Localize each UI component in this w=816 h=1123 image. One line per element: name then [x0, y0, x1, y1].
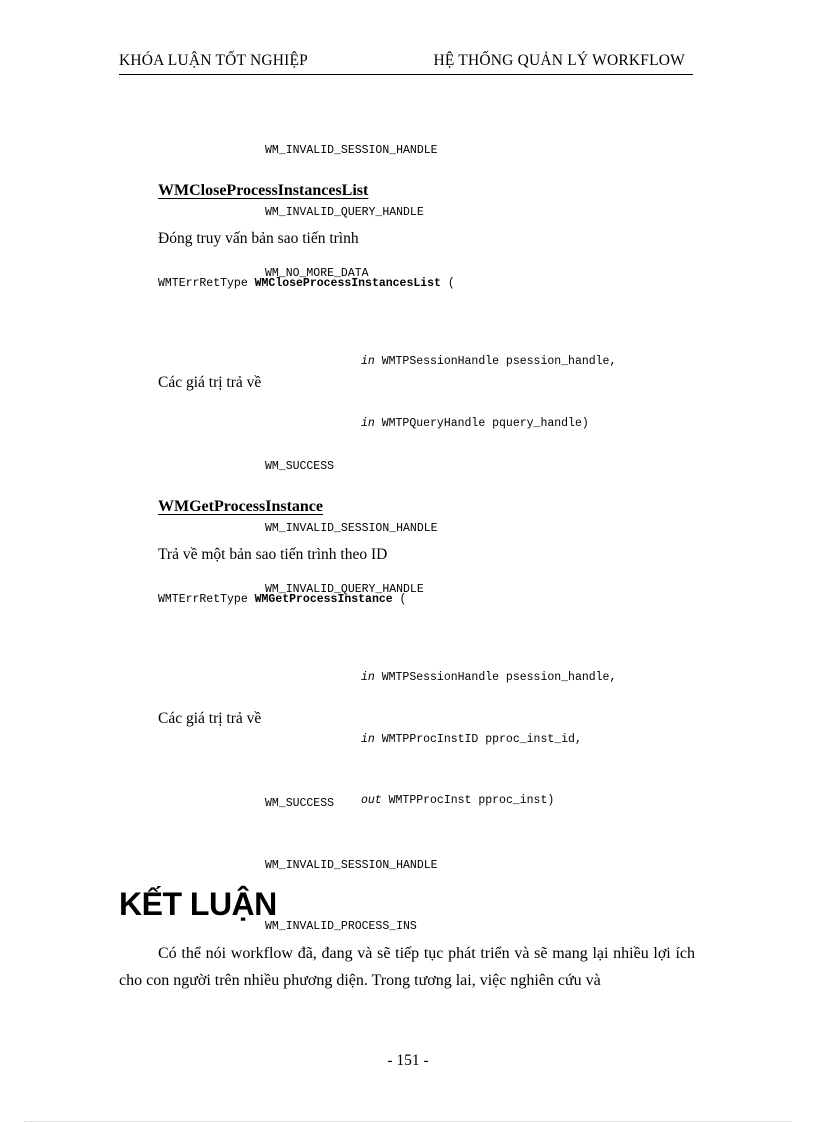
- returns-label-get-instance: Các giá trị trả về: [158, 710, 262, 727]
- return-code: WM_INVALID_SESSION_HANDLE: [265, 144, 438, 157]
- signature-open-paren: (: [440, 277, 455, 290]
- signature-type: WMTErrRetType: [158, 277, 255, 290]
- function-description-close-list: Đóng truy vấn bản sao tiến trình: [158, 230, 359, 247]
- return-code: WM_INVALID_SESSION_HANDLE: [265, 521, 438, 535]
- param-text: WMTPProcInst pproc_inst): [381, 794, 555, 807]
- param-direction: in: [361, 671, 375, 684]
- param-line: [361, 352, 616, 373]
- function-title-close-list: WMCloseProcessInstancesList: [158, 182, 369, 199]
- param-direction: in: [361, 416, 375, 430]
- section-title-conclusion: KẾT LUẬN: [119, 886, 277, 922]
- conclusion-paragraph: Có thể nói workflow đã, đang và sẽ tiếp tục phát triển và sẽ mang lại nhiều lợi ích cho con người trên nhiều phương diện. Trong tương lai, việc nghiên cứu và: [119, 945, 695, 989]
- param-line: [361, 730, 616, 751]
- function-title-get-instance: WMGetProcessInstance: [158, 498, 323, 515]
- return-code: WM_INVALID_QUERY_HANDLE: [265, 205, 424, 219]
- param-direction: out: [361, 794, 382, 807]
- header-right: HỆ THỐNG QUẢN LÝ WORKFLOW: [433, 52, 685, 69]
- return-code-list-get-instance: [265, 753, 438, 958]
- header-left: KHÓA LUẬN TỐT NGHIỆP: [119, 52, 308, 69]
- return-code: WM_SUCCESS: [265, 797, 335, 810]
- page-bottom-divider: [24, 1121, 792, 1122]
- param-line: [361, 668, 616, 689]
- signature-get-instance: [158, 590, 406, 611]
- signature-type: WMTErrRetType: [158, 593, 255, 606]
- param-direction: in: [361, 355, 375, 368]
- param-text: WMTPQueryHandle pquery_handle): [374, 416, 589, 430]
- signature-function-name: WMGetProcessInstance: [254, 593, 393, 606]
- returns-label-close-list: Các giá trị trả về: [158, 374, 262, 391]
- param-text: WMTPProcInstID pproc_inst_id,: [374, 732, 582, 746]
- param-direction: in: [361, 732, 375, 746]
- signature-function-name: WMCloseProcessInstancesList: [254, 277, 441, 290]
- return-code: WM_INVALID_PROCESS_INS: [265, 920, 417, 933]
- return-code: WM_INVALID_QUERY_HANDLE: [265, 583, 424, 596]
- return-code: WM_NO_MORE_DATA: [265, 267, 369, 280]
- page-number: - 151 -: [387, 1052, 429, 1069]
- param-text: WMTPSessionHandle psession_handle,: [374, 355, 617, 368]
- signature-close-list: [158, 274, 455, 295]
- signature-open-paren: (: [392, 593, 407, 606]
- return-code: WM_SUCCESS: [265, 460, 335, 473]
- return-code: WM_INVALID_SESSION_HANDLE: [265, 858, 438, 872]
- function-description-get-instance: Trả về một bản sao tiến trình theo ID: [158, 546, 388, 563]
- param-text: WMTPSessionHandle psession_handle,: [374, 671, 617, 684]
- running-header: [119, 52, 693, 75]
